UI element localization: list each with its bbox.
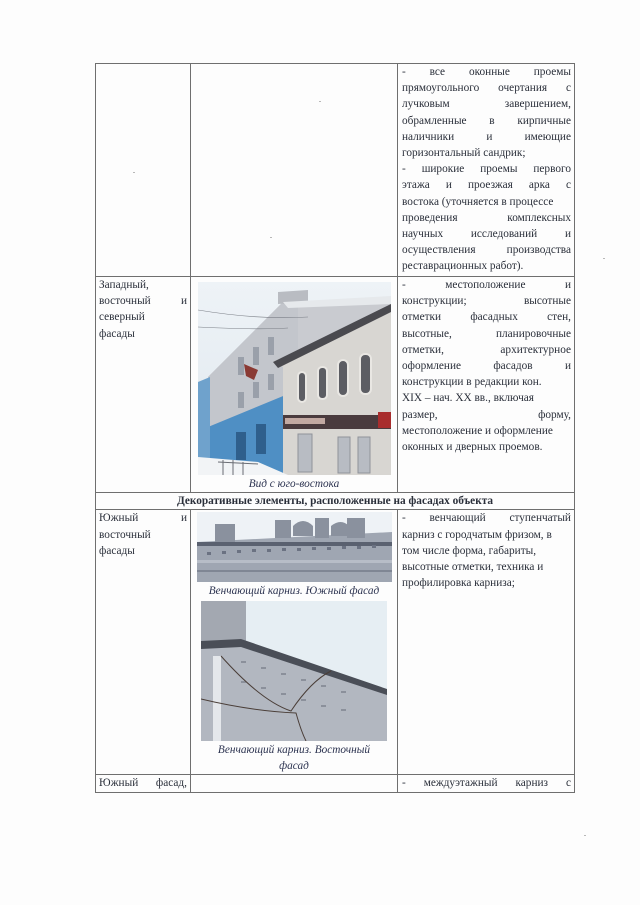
text-line xyxy=(402,242,571,258)
text-word: архитектурное xyxy=(500,343,571,356)
text-word: фасадных xyxy=(470,311,518,324)
text-word: исследований xyxy=(470,228,538,241)
text-word: и xyxy=(445,179,452,192)
text-word: отметки xyxy=(402,311,442,324)
text-line xyxy=(402,210,571,226)
east-facade-cornice-photo xyxy=(201,601,387,741)
text-word: междуэтажный xyxy=(423,777,498,790)
photo-caption: Вид с юго-востока xyxy=(248,478,340,490)
text-word: проемы xyxy=(533,66,571,78)
text-word: конструкции; xyxy=(402,295,467,308)
facade-label xyxy=(99,775,187,791)
text-word: и xyxy=(180,295,187,308)
text-word: конструкции в редакции кон. xyxy=(402,376,542,389)
text-word: оформление xyxy=(402,360,461,373)
text-line xyxy=(402,277,571,293)
text-word: - xyxy=(402,512,406,525)
text-word: широкие xyxy=(421,163,465,176)
text-line xyxy=(402,559,571,575)
text-line xyxy=(99,326,187,342)
text-word: Южный xyxy=(99,777,139,790)
text-word: производства xyxy=(506,244,571,257)
text-line xyxy=(402,258,571,274)
table-row xyxy=(96,64,575,277)
text-word: Западный, xyxy=(99,279,149,291)
text-word: проведения xyxy=(402,211,458,224)
text-line xyxy=(99,543,187,559)
text-word: фасады xyxy=(99,544,135,557)
text-word: высотные отметки, техника и xyxy=(402,561,544,574)
facade-label xyxy=(99,277,187,342)
text-word: том числе форма, габариты, xyxy=(402,544,537,557)
text-word: с xyxy=(565,777,571,790)
text-line xyxy=(402,439,571,455)
table-row xyxy=(96,277,575,493)
building-southeast-view-photo xyxy=(198,282,391,475)
text-line xyxy=(402,527,571,543)
text-word: обрамленные xyxy=(402,114,467,127)
text-line xyxy=(402,113,571,129)
text-line xyxy=(402,775,571,791)
description-cell xyxy=(398,64,575,277)
text-line xyxy=(402,390,571,406)
text-line xyxy=(99,510,187,526)
text-line xyxy=(402,358,571,374)
text-word: местоположение и оформление xyxy=(402,424,553,437)
text-line xyxy=(99,293,187,309)
text-word: и xyxy=(564,279,571,291)
table-row xyxy=(96,775,575,792)
text-word: - xyxy=(402,66,406,78)
text-line xyxy=(99,309,187,325)
text-word: восточный xyxy=(99,528,151,541)
text-word: лучковым xyxy=(402,98,450,111)
text-word: стен, xyxy=(547,311,571,324)
section-header-row xyxy=(96,493,575,510)
protected-elements-table xyxy=(95,63,575,793)
text-word: высотные, xyxy=(402,327,452,340)
text-line xyxy=(402,177,571,193)
text-line xyxy=(99,527,187,543)
text-line xyxy=(402,342,571,358)
text-word: отметки, xyxy=(402,343,444,356)
text-word: кирпичные xyxy=(517,114,571,127)
text-word: очертания xyxy=(498,82,548,95)
text-line xyxy=(402,80,571,96)
text-word: прямоугольного xyxy=(402,82,480,95)
description-text xyxy=(402,277,571,455)
text-line xyxy=(99,775,187,791)
text-line xyxy=(402,407,571,423)
text-word: форму, xyxy=(538,408,571,421)
text-word: фасадов xyxy=(493,360,533,373)
text-word: фасады xyxy=(99,327,135,340)
photo-cell xyxy=(191,277,398,493)
text-word: ступенчатый xyxy=(509,512,571,525)
text-word: и xyxy=(564,228,571,241)
text-word: с xyxy=(565,82,571,95)
text-word: венчающий xyxy=(429,512,486,525)
text-line xyxy=(402,64,571,80)
text-word: в xyxy=(489,114,495,127)
text-word: планировочные xyxy=(495,327,571,340)
text-word: наличники xyxy=(402,130,455,143)
description-text xyxy=(402,775,571,791)
table-row xyxy=(96,510,575,775)
cornice-photo-image xyxy=(201,601,387,741)
text-line xyxy=(402,96,571,112)
text-word: местоположение xyxy=(445,279,526,291)
photo-caption: Венчающий карниз. Восточный xyxy=(217,743,371,756)
text-word: и xyxy=(180,512,187,525)
text-word: размер, xyxy=(402,408,438,421)
text-line xyxy=(402,129,571,145)
text-word: оконных и дверных проемов. xyxy=(402,441,543,454)
text-line xyxy=(402,423,571,439)
text-word: восточный xyxy=(99,295,151,308)
text-word: XIX – нач. XX вв., включая xyxy=(402,392,534,405)
text-word: оконные xyxy=(468,66,510,78)
text-line xyxy=(99,277,187,293)
text-word: осуществления xyxy=(402,244,476,257)
section-title: Декоративные элементы, расположенные на фасадах объекта xyxy=(96,493,575,510)
text-line xyxy=(402,326,571,342)
text-word: имеющие xyxy=(524,130,571,143)
text-word: востока (уточняется в процессе xyxy=(402,195,554,208)
text-line xyxy=(402,226,571,242)
south-facade-cornice-photo xyxy=(197,512,392,582)
text-word: с xyxy=(565,179,571,192)
scan-speck xyxy=(584,835,586,836)
description-cell xyxy=(398,775,575,792)
cornice-photo-image xyxy=(197,512,392,582)
text-word: реставрационных работ). xyxy=(402,260,524,273)
text-line xyxy=(402,374,571,390)
text-line xyxy=(402,161,571,177)
text-word: и xyxy=(564,360,571,373)
description-cell xyxy=(398,277,575,493)
building-photo-image xyxy=(198,282,391,475)
text-word: карниз xyxy=(515,777,549,790)
text-word: арка xyxy=(528,179,550,192)
description-text xyxy=(402,510,571,591)
facade-cell xyxy=(96,510,191,775)
text-line xyxy=(402,575,571,591)
text-word: научных xyxy=(402,228,444,241)
text-word: горизонтальный сандрик; xyxy=(402,147,526,160)
description-text xyxy=(402,64,571,275)
facade-cell xyxy=(96,775,191,792)
text-word: все xyxy=(429,66,446,78)
text-word: карниз с городчатым фризом, в xyxy=(402,528,552,541)
photo-caption: Венчающий карниз. Южный фасад xyxy=(208,585,380,598)
text-word: северный xyxy=(99,311,145,324)
text-word: Южный xyxy=(99,512,139,525)
text-word: проемы xyxy=(480,163,518,176)
text-word: завершением, xyxy=(504,98,571,111)
text-line xyxy=(402,145,571,161)
text-word: фасад, xyxy=(155,777,187,790)
description-cell xyxy=(398,510,575,775)
text-word: проезжая xyxy=(467,179,513,192)
text-line xyxy=(402,309,571,325)
text-word: - xyxy=(402,163,406,176)
text-word: - xyxy=(402,279,406,291)
text-word: - xyxy=(402,777,406,790)
text-line xyxy=(402,510,571,526)
scan-speck xyxy=(603,258,605,259)
facade-cell xyxy=(96,64,191,277)
text-word: первого xyxy=(533,163,571,176)
facade-label xyxy=(99,510,187,559)
photo-cell xyxy=(191,510,398,775)
photo-cell xyxy=(191,64,398,277)
text-line xyxy=(402,293,571,309)
text-word: профилировка карниза; xyxy=(402,577,515,590)
facade-cell xyxy=(96,277,191,493)
text-word: этажа xyxy=(402,179,430,192)
text-line xyxy=(402,543,571,559)
photo-cell xyxy=(191,775,398,792)
text-word: комплексных xyxy=(507,211,571,224)
text-word: и xyxy=(486,130,493,143)
text-word: высотные xyxy=(523,295,571,308)
text-line xyxy=(402,194,571,210)
photo-caption: фасад xyxy=(279,759,309,772)
